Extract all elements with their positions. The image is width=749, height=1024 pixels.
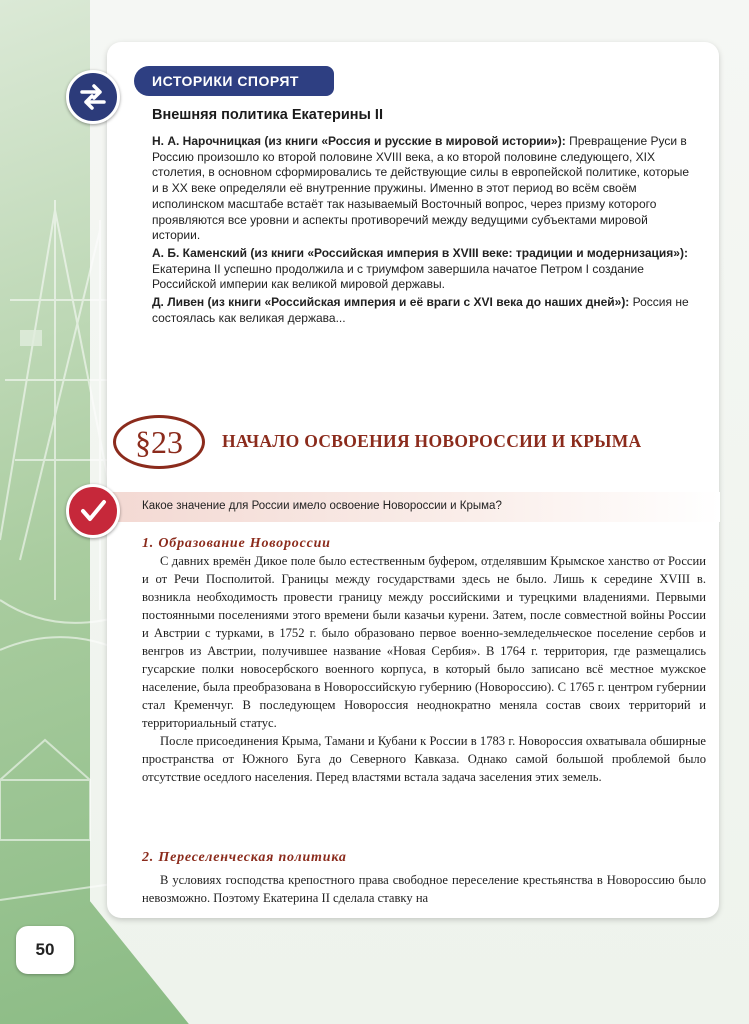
key-question: Какое значение для России имело освоение Новороссии и Крыма? [142, 500, 502, 512]
section-1-body [142, 552, 706, 786]
body-paragraph: После присоединения Крыма, Тамани и Кубани к России в 1783 г. Новороссия охватывала обширные пространства от Южного Буга до Северного Кавказа. Однако самой большой проблемой было отсутствие оседлого населения. Перед властями встала задача заселения этих земель. [142, 734, 706, 784]
section-2-title: 2. Переселенческая политика [142, 850, 347, 865]
debate-entry-text: Екатерина II успешно продолжила и с триумфом завершила начатое Петром I создание Российской империи как великой мировой державы. [152, 261, 644, 292]
debate-section-label: ИСТОРИКИ СПОРЯТ [134, 66, 334, 96]
debate-entry-text: Превращение Руси в Россию произошло ко второй половине XVIII века, а ко второй половине следующего, XIX столетия, в основном сформировались те действующие силы в европейской политике, которые и в XX веке определяли её внутренние пружины. Именно в этот период во всём своём исполинском масштабе встаёт так называемый Восточный вопрос, через призму которого проявляются все уровни и аспекты противоречий между ведущими субъектами мировой истории. [152, 134, 690, 243]
debate-entry [152, 295, 697, 326]
debate-entry [152, 246, 697, 293]
section-1-title: 1. Образование Новороссии [142, 536, 331, 551]
debate-entry-author: Д. Ливен (из книги «Российская империя и её враги с XVI века до наших дней»): [152, 295, 630, 310]
page-number: 50 [16, 926, 74, 974]
debate-entry-author: Н. А. Нарочницкая (из книги «Россия и русские в мировой истории»): [152, 134, 566, 148]
debate-entry [152, 134, 697, 244]
checkmark-icon [66, 484, 120, 538]
section-2-body [142, 871, 706, 907]
chapter-title: НАЧАЛО ОСВОЕНИЯ НОВОРОССИИ И КРЫМА [222, 431, 642, 451]
debate-entry-text: Россия не состоялась как великая держава... [152, 295, 689, 325]
body-paragraph: С давних времён Дикое поле было естественным буфером, отделявшим Крымское ханство от России и от Речи Посполитой. Границы между государствами здесь не было. Лишь к середине XVIII в. возникла необходимость провести границу между российскими и турецкими владениями. Первыми постоянными поселениями этого времени были казачьи курени. Затем, после совместной войны России и Австрии с турками, в 1752 г. было образовано первое военно-земледельческое поселение сербов и венгров из Австрии, получившее название «Новая Сербия». В 1764 г. территория, где размещались гусарские полки новосербского военного корпуса, в который было записано всё местное мужское население, была преобразована в Новороссийскую губернию (Новороссию). С 1765 г. центром губернии стал Кременчуг. В последующем Новороссия неоднократно меняла состав своих территорий и территориальный статус. [142, 554, 706, 730]
debate-body [152, 134, 697, 328]
paragraph-number-badge: §23 [113, 415, 205, 469]
debate-arrows-icon [66, 70, 120, 124]
debate-title: Внешняя политика Екатерины II [152, 107, 383, 123]
body-paragraph: В условиях господства крепостного права свободное переселение крестьянства в Новороссию было невозможно. Поэтому Екатерина II сделала ставку на [142, 873, 706, 905]
debate-entry-author: А. Б. Каменский (из книги «Российская империя в XVIII веке: традиции и модернизация»): [152, 245, 688, 260]
